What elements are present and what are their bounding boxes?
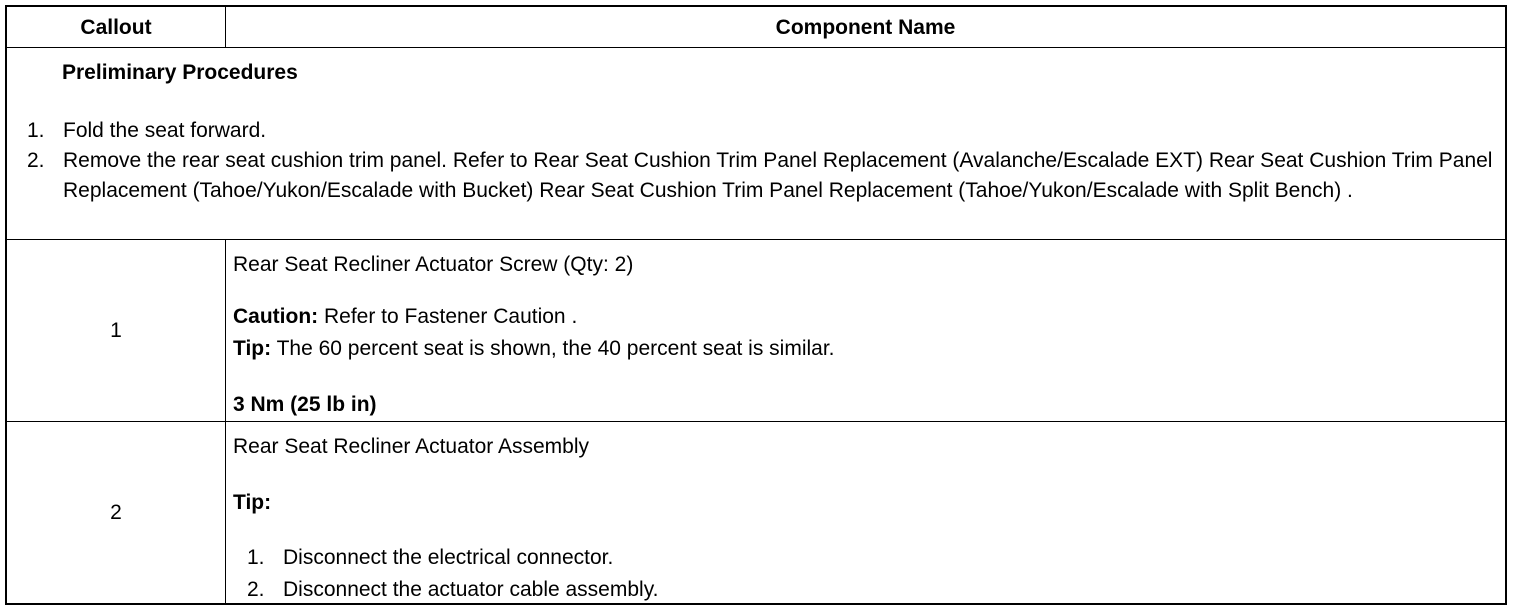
tip-text: The 60 percent seat is shown, the 40 percent seat is similar. [271, 337, 835, 360]
step-text: Disconnect the actuator cable assembly. [283, 578, 659, 601]
step-number: 1. [27, 119, 45, 142]
step-text: Disconnect the electrical connector. [283, 546, 614, 569]
step-text: Fold the seat forward. [63, 119, 267, 142]
step-number: 1. [247, 546, 265, 569]
preliminary-title: Preliminary Procedures [62, 61, 298, 84]
caution-line [233, 302, 577, 332]
table-row [7, 240, 1505, 422]
preliminary-procedures [7, 48, 1505, 240]
step-number: 2. [27, 149, 45, 172]
table-header [7, 7, 1505, 48]
list-item [247, 574, 658, 606]
header-component-name: Component Name [775, 15, 956, 39]
component-name: Rear Seat Recliner Actuator Assembly [233, 435, 589, 458]
tip-steps [247, 542, 658, 606]
table-row [7, 422, 1505, 603]
list-item [247, 542, 658, 574]
caution-label: Caution: [233, 305, 319, 328]
component-name: Rear Seat Recliner Actuator Screw (Qty: 2) [233, 253, 634, 276]
callout-cell: 1 [7, 240, 226, 421]
torque-spec: 3 Nm (25 lb in) [233, 393, 377, 416]
step-number: 2. [247, 578, 265, 601]
callout-cell: 2 [7, 422, 226, 603]
step-text: Remove the rear seat cushion trim panel. Refer to Rear Seat Cushion Trim Panel Replacement (Avalanche/Escalade EXT) Rear Seat Cushion Trim Panel Replacement (Tahoe/Yukon/Escalade with Bucket) Rear Seat Cushion Trim Panel Replacement (Tahoe/Yukon/Escalade with Split Bench) . [63, 149, 1493, 202]
preliminary-steps [27, 116, 1495, 206]
list-item [27, 146, 1495, 206]
tip-label: Tip: [233, 491, 272, 514]
tip-label: Tip: [233, 337, 272, 360]
caution-text: Refer to Fastener Caution . [318, 305, 578, 328]
tip-line [233, 334, 835, 364]
component-table [5, 5, 1507, 605]
header-callout: Callout [7, 7, 226, 48]
list-item [27, 116, 1495, 146]
